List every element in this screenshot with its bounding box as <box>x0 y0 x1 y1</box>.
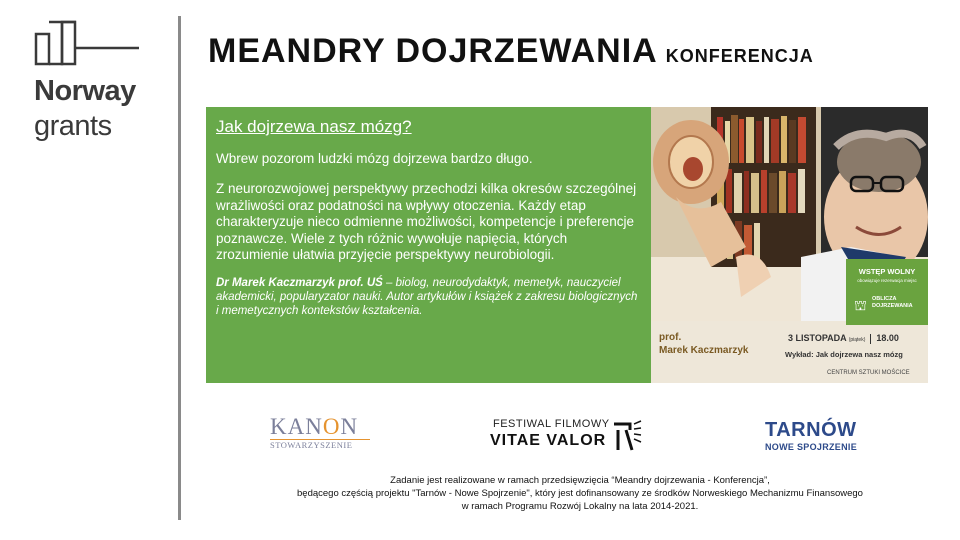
badge-entry-text: WSTĘP WOLNY <box>858 267 916 276</box>
poster-prof-name: Marek Kaczmarzyk <box>659 345 749 356</box>
title-main: MEANDRY DOJRZEWANIA <box>208 32 658 70</box>
poster-venue: CENTRUM SZTUKI MOŚCICE <box>827 370 910 376</box>
footer-line-3: w ramach Programu Rozwój Lokalny na lata 2014-2021. <box>461 501 699 512</box>
description-panel <box>206 107 651 383</box>
oblicza-logo-icon: ⛫ <box>854 297 867 313</box>
vertical-divider <box>178 16 181 520</box>
funding-footer <box>230 474 930 513</box>
panel-body: Z neurorozwojowej perspektywy przechodzi kilka okresów szczególnej wrażliwości oraz podatności na wpływy otoczenia. Każdy etap charakteryzuje nieco odmienne możliwości, kompetencje i preferencje poznawcze. Wiele z tych różnic wywołuje napięcia, których zrozumienie ułatwia przyjęcie perspektywy neurobiologii. <box>216 181 637 262</box>
poster-date-text: 3 LISTOPADA <box>788 333 847 343</box>
poster-date <box>788 333 899 344</box>
badge-logo-line1: OBLICZA <box>872 296 897 302</box>
event-poster <box>651 107 928 383</box>
kanon-logo <box>270 415 370 451</box>
badge-note-text: obowiązuje rezerwacja miejsc <box>857 278 917 283</box>
logo-word-norway: Norway <box>34 75 136 107</box>
festival-line2: VITAE VALOR <box>490 432 607 449</box>
poster-prof-title: prof. <box>659 332 682 343</box>
festival-logo <box>490 418 650 454</box>
author-description: – biolog, neurodydaktyk, memetyk, nauczyciel akademicki, popularyzator nauki. Autor artykułów i książek z zakresu biologicznych i memetycznych kontekstów kształcenia. <box>216 276 638 317</box>
poster-lecture: Wykład: Jak dojrzewa nasz mózg <box>785 350 903 359</box>
tarnow-logo-main: TARNÓW <box>765 419 857 441</box>
poster-time-text: 18.00 <box>876 333 899 343</box>
badge-logo-line2: DOJRZEWANIA <box>872 303 913 309</box>
poster-day-text: (piątek) <box>848 337 866 343</box>
kanon-letters-b: N <box>340 414 359 439</box>
logo-word-grants: grants <box>34 110 112 142</box>
norway-grants-logo <box>34 18 154 148</box>
panel-heading: Jak dojrzewa nasz mózg? <box>216 117 412 136</box>
footer-line-2: będącego częścią projektu "Tarnów - Nowe Spojrzenie", który jest dofinansowany ze środków Norweskiego Mechanizmu Finansowego <box>297 488 863 499</box>
kanon-logo-sub: STOWARZYSZENIE <box>270 439 370 450</box>
panel-intro: Wbrew pozorom ludzki mózg dojrzewa bardzo długo. <box>216 151 533 166</box>
page-title <box>208 32 814 71</box>
panel-author-bio <box>216 276 641 318</box>
norway-grants-mark-icon <box>34 18 144 68</box>
poster-date-separator <box>870 334 871 344</box>
free-entry-badge <box>846 259 928 325</box>
tarnow-logo <box>765 420 875 456</box>
festival-camera-icon <box>612 418 642 452</box>
poster-speaker <box>659 331 749 357</box>
title-sub: KONFERENCJA <box>665 46 814 66</box>
kanon-letters-a: KAN <box>270 414 323 439</box>
kanon-logo-main <box>270 415 370 439</box>
festival-line1: FESTIWAL FILMOWY <box>493 418 610 430</box>
badge-logo-text <box>872 296 913 310</box>
author-name: Dr Marek Kaczmarzyk prof. UŚ <box>216 276 383 289</box>
footer-line-1: Zadanie jest realizowane w ramach przedsięwzięcia “Meandry dojrzewania - Konferencja”, <box>390 475 770 486</box>
kanon-letter-o: O <box>322 414 341 439</box>
tarnow-logo-sub: NOWE SPOJRZENIE <box>765 442 858 452</box>
